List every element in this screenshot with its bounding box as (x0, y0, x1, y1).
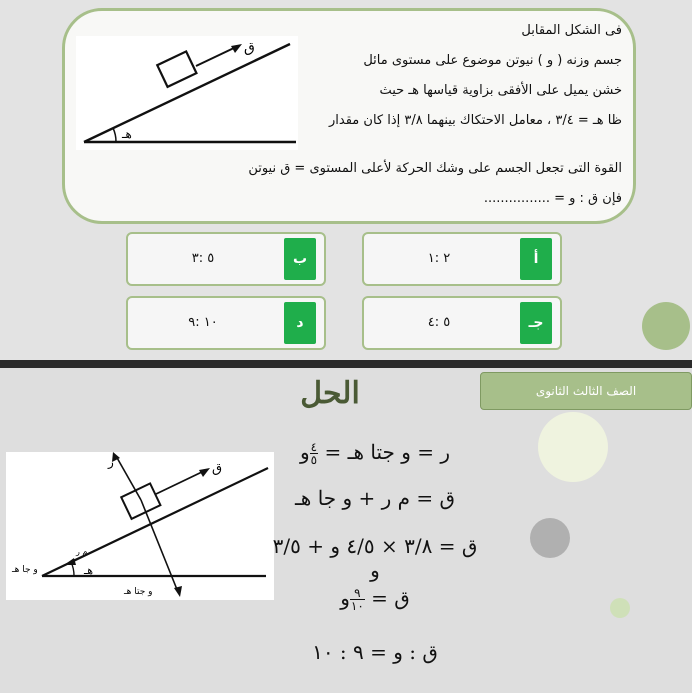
option-value: ٥ :٣ (191, 251, 215, 266)
option-value: ١٠ :٩ (188, 315, 218, 330)
solution-step-1 (270, 440, 480, 466)
question-text (292, 16, 622, 136)
question-text-wide (142, 154, 622, 214)
question-line: خشن يميل على الأفقى بزاوية قياسها هـ حيث (379, 83, 622, 98)
question-line: القوة التى تجعل الجسم على وشك الحركة لأعلى المستوى = ق نيوتن (248, 161, 622, 176)
weight-perp-label: و جتا هـ (124, 587, 153, 597)
question-line: ظا هـ = ٣/٤ ، معامل الاحتكاك بينهما ٣/٨ إذا كان مقدار (329, 113, 622, 128)
option-b[interactable] (126, 232, 326, 286)
incline-figure (76, 36, 298, 150)
step-text: و (340, 586, 350, 610)
force-diagram (6, 452, 274, 600)
question-line: جسم وزنه ( و ) نيوتن موضوع على مستوى مائل (363, 53, 622, 68)
solution-step-2: ق = م ر + و جا هـ (294, 486, 456, 510)
option-letter: د (284, 302, 316, 344)
solution-step-4 (270, 586, 480, 612)
friction-label: م ر (76, 547, 88, 556)
force-label: ق (212, 461, 223, 476)
angle-label: هـ (84, 564, 94, 577)
incline-diagram (76, 36, 298, 150)
option-value: ٥ :٤ (427, 315, 451, 330)
option-letter: أ (520, 238, 552, 280)
deco-circle-gray (530, 518, 570, 558)
normal-label: ر (108, 455, 114, 469)
angle-label: هـ (122, 127, 132, 141)
fraction-denominator: ٥ (310, 453, 318, 467)
option-c[interactable] (362, 296, 562, 350)
deco-circle-cream (538, 412, 608, 482)
option-letter: ب (284, 238, 316, 280)
step-text: ر = و جتا هـ = (318, 440, 450, 464)
option-d[interactable] (126, 296, 326, 350)
question-line: فى الشكل المقابل (521, 23, 622, 38)
fraction (310, 441, 318, 466)
solution-step-3: ق = ٣/٨ × ٤/٥ و + ٣/٥ و (272, 534, 478, 582)
force-label: ق (244, 40, 255, 56)
step-text: ق = (364, 586, 410, 610)
weight-parallel-label: و جا هـ (12, 565, 38, 575)
option-letter: جـ (520, 302, 552, 344)
fraction-denominator: ١٠ (350, 599, 364, 613)
solution-title: الحل (300, 376, 360, 411)
solution-figure (6, 452, 274, 600)
deco-circle-small (610, 598, 630, 618)
question-line: فإن ق : و = ................ (483, 191, 622, 206)
step-text: و (300, 440, 310, 464)
option-value: ٢ :١ (427, 251, 451, 266)
fraction-numerator: ٩ (350, 587, 365, 600)
fraction-numerator: ٤ (310, 440, 318, 454)
grade-tag: الصف الثالث الثانوى (480, 372, 692, 410)
deco-circle-green (642, 302, 690, 350)
solution-step-5: ق : و = ٩ : ١٠ (312, 640, 438, 664)
section-divider (0, 360, 692, 368)
fraction (350, 587, 365, 612)
option-a[interactable] (362, 232, 562, 286)
